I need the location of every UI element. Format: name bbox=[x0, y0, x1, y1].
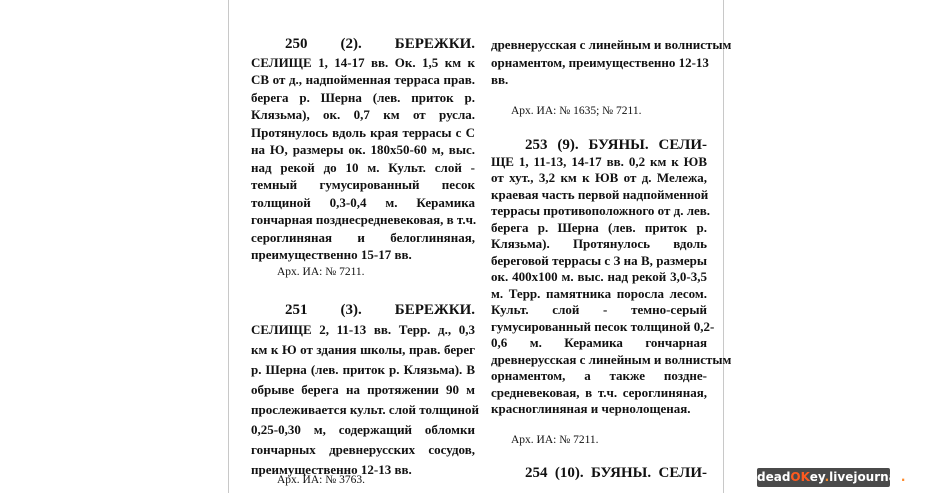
text-line: на Ю, размеры ок. 180х50-60 м, выс. bbox=[251, 142, 475, 157]
watermark-text: livejournal bbox=[829, 470, 901, 484]
text-line: берега р. Шерна (лев. приток р. bbox=[491, 219, 707, 235]
text-line: берега р. Шерна (лев. приток р. bbox=[251, 89, 475, 105]
text-line: гончарных древнерусских сосудов, bbox=[251, 442, 475, 457]
archive-reference: Арх. ИА: № 3763. bbox=[277, 474, 365, 486]
text-line: р. Шерна (лев. приток р. Клязьма). В bbox=[251, 362, 475, 377]
text-line: м. Терр. памятника поросла лесом. bbox=[491, 285, 707, 301]
text-line: темный гумусированный песок bbox=[251, 177, 475, 192]
entry-heading-line: 250 (2). БЕРЕЖКИ. bbox=[285, 36, 475, 52]
text-line: Клязьма), ок. 0,7 км от русла. bbox=[251, 107, 475, 122]
entry-253 bbox=[491, 137, 732, 418]
text-line: СВ от д., надпойменная терраса прав. bbox=[251, 72, 475, 87]
watermark-text: OK bbox=[790, 470, 810, 484]
watermark bbox=[757, 468, 933, 487]
text-line: древнерусская с линейным и волнистым bbox=[491, 37, 732, 52]
text-line: Клязьма). Протянулось вдоль bbox=[491, 236, 707, 251]
text-line: древнерусская с линейным и волнистым bbox=[491, 351, 732, 367]
entry-250 bbox=[251, 36, 475, 264]
text-line: 0,6 м. Керамика гончарная bbox=[491, 335, 707, 350]
text-line: береговой террасы с З на В, размеры bbox=[491, 252, 707, 268]
text-line: над рекой до 10 м. Культ. слой - bbox=[251, 159, 475, 175]
text-line: краевая часть первой надпойменной bbox=[491, 186, 709, 202]
entry-heading-line: 251 (3). БЕРЕЖКИ. bbox=[285, 302, 475, 318]
text-line: гумусированный песок толщиной 0,2- bbox=[491, 318, 715, 334]
text-line: СЕЛИЩЕ 1, 14-17 вв. Ок. 1,5 км к bbox=[251, 54, 475, 70]
text-line: орнаментом, а также поздне- bbox=[491, 368, 707, 383]
text-line: СЕЛИЩЕ 2, 11-13 вв. Терр. д., 0,3 bbox=[251, 322, 475, 337]
archive-reference: Арх. ИА: № 1635; № 7211. bbox=[511, 105, 642, 117]
watermark-text: . bbox=[824, 470, 830, 484]
watermark-text: com bbox=[905, 470, 933, 484]
entry-254 bbox=[491, 465, 707, 482]
text-line: Культ. слой - темно-серый bbox=[491, 302, 707, 317]
entry-251 bbox=[251, 300, 480, 480]
text-line: красноглиняная и чернолощеная. bbox=[491, 401, 691, 416]
text-line: толщиной 0,3-0,4 м. Керамика bbox=[251, 194, 475, 210]
text-line: преимущественно 15-17 вв. bbox=[251, 247, 412, 262]
text-line: 0,25-0,30 м, содержащий обломки bbox=[251, 422, 475, 437]
watermark-text: dead bbox=[757, 470, 791, 484]
watermark-text: ey bbox=[809, 470, 825, 484]
text-line: ок. 400х100 м. выс. над рекой 3,0-3,5 bbox=[491, 269, 707, 284]
text-line: прослеживается культ. слой толщиной bbox=[251, 402, 480, 417]
text-line: преимущественно 12-13 вв. bbox=[251, 462, 412, 477]
text-line: орнаментом, преимущественно 12-13 bbox=[491, 54, 709, 70]
entry-252-continuation bbox=[491, 36, 732, 89]
entry-heading-line: 253 (9). БУЯНЫ. СЕЛИ- bbox=[525, 137, 707, 153]
text-line: вв. bbox=[491, 72, 509, 87]
text-line: средневековая, в т.ч. сероглиняная, bbox=[491, 384, 707, 400]
text-line: террасы противоположного от д. лев. bbox=[491, 203, 711, 218]
archive-reference: Арх. ИА: № 7211. bbox=[511, 434, 599, 446]
text-line: обрыве берега на протяжении 90 м bbox=[251, 382, 475, 397]
text-line: ЩЕ 1, 11-13, 14-17 вв. 0,2 км к ЮВ bbox=[491, 153, 707, 169]
watermark-text: . bbox=[900, 470, 906, 484]
text-line: гончарная позднесредневековая, в т.ч. bbox=[251, 212, 477, 227]
text-line: от хут., 3,2 км к ЮВ от д. Мележа, bbox=[491, 170, 707, 185]
document-page bbox=[228, 0, 732, 493]
text-line: км к Ю от здания школы, прав. берег bbox=[251, 342, 475, 357]
text-line: Протянулось вдоль края террасы с С bbox=[251, 124, 475, 140]
entry-heading-line: 254 (10). БУЯНЫ. СЕЛИ- bbox=[525, 465, 707, 481]
archive-reference: Арх. ИА: № 7211. bbox=[277, 266, 365, 278]
text-line: сероглиняная и белоглиняная, bbox=[251, 229, 475, 245]
